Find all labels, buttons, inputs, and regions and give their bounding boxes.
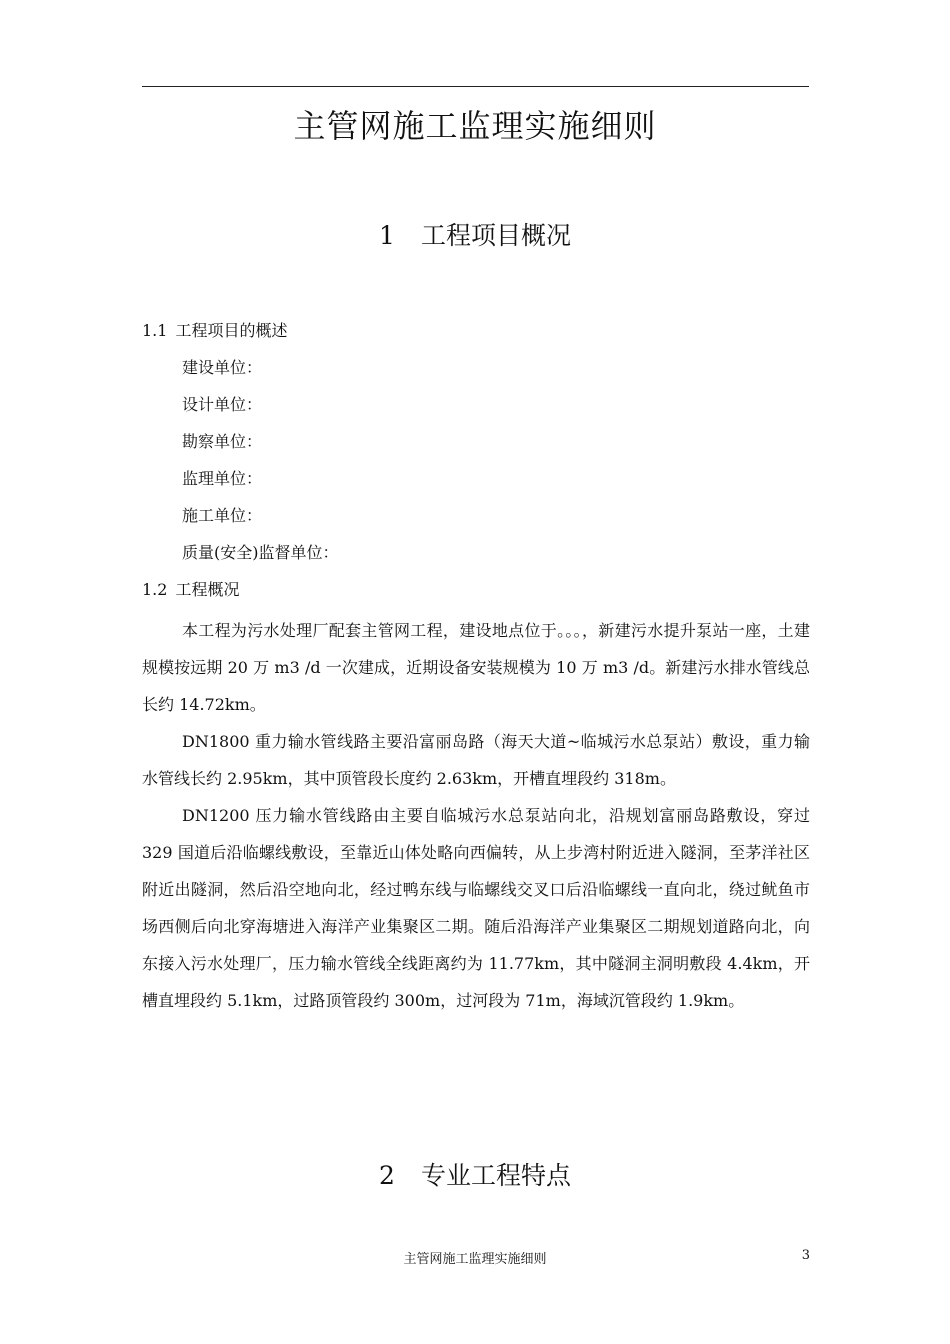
section-heading-2 bbox=[0, 1158, 950, 1194]
subsection-title: 工程概况 bbox=[175, 580, 240, 599]
section-title: 工程项目概况 bbox=[420, 221, 571, 250]
paragraph-gravity-pipeline: DN1800 重力输水管线路主要沿富丽岛路（海天大道~临城污水总泵站）敷设，重力输水管线长约 2.95km，其中顶管段长度约 2.63km，开槽直埋段约 318m。 bbox=[142, 732, 810, 788]
section-number: 1 bbox=[379, 221, 395, 250]
field-design-unit: 设计单位： bbox=[182, 395, 263, 414]
subsection-heading-1-1 bbox=[142, 318, 287, 344]
document-title: 主管网施工监理实施细则 bbox=[293, 107, 657, 145]
section-heading-1 bbox=[0, 218, 950, 254]
field-construction-unit: 建设单位： bbox=[182, 358, 263, 377]
page-number: 3 bbox=[801, 1248, 810, 1263]
paragraph-overview: 本工程为污水处理厂配套主管网工程，建设地点位于。。。，新建污水提升泵站一座，土建规模按远期 20 万 m3 /d 一次建成，近期设备安装规模为 10 万 m3 /d。新建污水排水管线总长约 14.72km。 bbox=[142, 621, 810, 714]
field-quality-safety-unit: 质量(安全)监督单位： bbox=[182, 543, 339, 562]
field-contractor-unit: 施工单位： bbox=[182, 506, 263, 525]
field-survey-unit: 勘察单位： bbox=[182, 432, 263, 451]
subsection-number: 1.2 bbox=[142, 580, 168, 599]
section-title: 专业工程特点 bbox=[420, 1161, 571, 1190]
paragraph-pressure-pipeline: DN1200 压力输水管线路由主要自临城污水总泵站向北，沿规划富丽岛路敷设，穿过 329 国道后沿临螺线敷设，至靠近山体处略向西偏转，从上步湾村附近进入隧洞，至茅洋社区附近出隧洞，然后沿空地向北，经过鸭东线与临螺线交叉口后沿临螺线一直向北，绕过鱿鱼市场西侧后向北穿海塘进入海洋产业集聚区二期。随后沿海洋产业集聚区二期规划道路向北，向东接入污水处理厂，压力输水管线全线距离约为 11.77km，其中隧洞主洞明敷段 4.4km，开槽直埋段约 5.1km，过路顶管段约 300m，过河段为 71m，海域沉管段约 1.9km。 bbox=[142, 806, 810, 1010]
header-rule bbox=[142, 86, 809, 87]
section-number: 2 bbox=[379, 1161, 395, 1190]
subsection-title: 工程项目的概述 bbox=[175, 321, 288, 340]
field-supervision-unit: 监理单位： bbox=[182, 469, 263, 488]
subsection-number: 1.1 bbox=[142, 321, 168, 340]
footer-title: 主管网施工监理实施细则 bbox=[403, 1252, 547, 1267]
subsection-heading-1-2 bbox=[142, 577, 239, 603]
